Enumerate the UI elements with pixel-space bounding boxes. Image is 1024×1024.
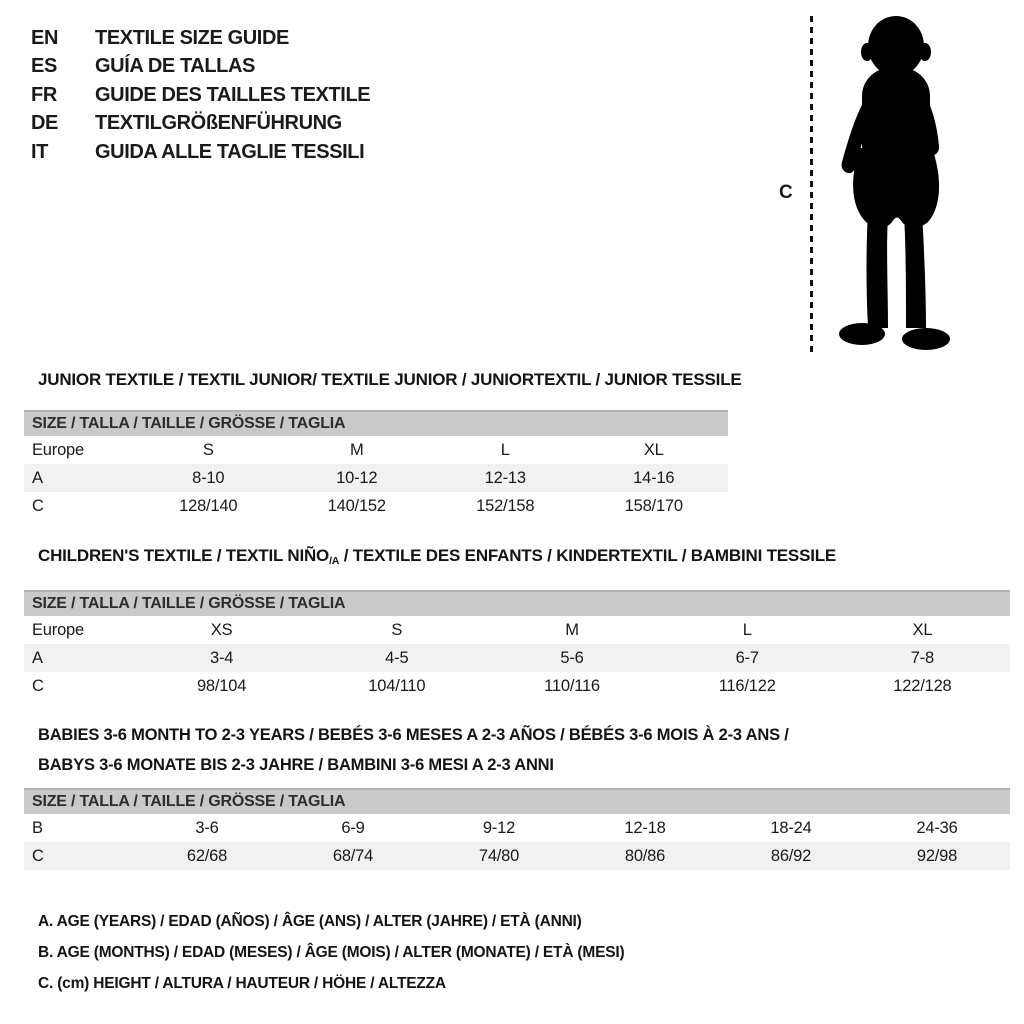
size-cell: 140/152	[327, 496, 386, 515]
size-cell: 128/140	[179, 496, 238, 515]
children-title-text-after: / TEXTILE DES ENFANTS / KINDERTEXTIL / BAMBINI TESSILE	[339, 546, 837, 565]
size-cell: 68/74	[332, 846, 374, 865]
size-cell: 92/98	[916, 846, 958, 865]
language-title: GUÍA DE TALLAS	[95, 55, 255, 78]
section-title-children	[38, 546, 836, 567]
row-label: C	[32, 676, 44, 695]
row-label: A	[32, 648, 43, 667]
size-cell: 6-9	[341, 818, 365, 837]
size-cell: 74/80	[478, 846, 520, 865]
language-code: DE	[31, 112, 58, 135]
toddler-silhouette-icon	[822, 10, 968, 358]
language-title: GUIDA ALLE TAGLIE TESSILI	[95, 140, 365, 163]
language-title-block	[31, 24, 370, 167]
size-cell: S	[391, 620, 403, 639]
size-cell: XL	[912, 620, 933, 639]
row-label: A	[32, 468, 43, 487]
language-code: FR	[31, 83, 57, 106]
legend-line-c: C. (cm) HEIGHT / ALTURA / HAUTEUR / HÖHE / ALTEZZA	[38, 975, 446, 992]
table-row	[24, 814, 1010, 842]
table-header: SIZE / TALLA / TAILLE / GRÖSSE / TAGLIA	[24, 788, 1010, 814]
table-row	[24, 436, 728, 464]
section-title-junior: JUNIOR TEXTILE / TEXTIL JUNIOR/ TEXTILE JUNIOR / JUNIORTEXTIL / JUNIOR TESSILE	[38, 370, 742, 389]
children-title-subscript: /A	[329, 554, 340, 567]
size-cell: 98/104	[196, 676, 247, 695]
size-cell: 9-12	[482, 818, 516, 837]
section-title-babies	[38, 720, 789, 780]
row-label: B	[32, 818, 43, 837]
language-code: EN	[31, 26, 58, 49]
language-code: IT	[31, 140, 48, 163]
size-cell: 7-8	[910, 648, 935, 667]
table-header: SIZE / TALLA / TAILLE / GRÖSSE / TAGLIA	[24, 410, 728, 436]
size-cell: 86/92	[770, 846, 812, 865]
table-row	[24, 464, 728, 492]
size-cell: 12-13	[484, 468, 526, 487]
size-cell: 14-16	[633, 468, 675, 487]
size-cell: L	[742, 620, 752, 639]
language-row	[31, 24, 370, 53]
size-table-junior	[24, 410, 728, 520]
size-cell: 3-4	[209, 648, 234, 667]
language-code: ES	[31, 55, 57, 78]
size-cell: M	[565, 620, 579, 639]
size-cell: 80/86	[624, 846, 666, 865]
size-cell: 5-6	[560, 648, 584, 667]
height-measure-dotted-line	[810, 16, 813, 356]
legend-line-a: A. AGE (YEARS) / EDAD (AÑOS) / ÂGE (ANS) / ALTER (JAHRE) / ETÀ (ANNI)	[38, 913, 582, 930]
size-cell: 110/116	[544, 676, 600, 695]
language-row	[31, 110, 370, 139]
size-cell: 62/68	[186, 846, 228, 865]
measure-label-c: C	[779, 182, 793, 203]
size-cell: 116/122	[718, 676, 776, 695]
size-cell: 12-18	[624, 818, 666, 837]
legend-line-b: B. AGE (MONTHS) / EDAD (MESES) / ÂGE (MOIS) / ALTER (MONATE) / ETÀ (MESI)	[38, 944, 625, 961]
language-row	[31, 53, 370, 82]
row-label: C	[32, 496, 44, 515]
size-table-babies	[24, 788, 1010, 870]
row-label: Europe	[32, 440, 85, 459]
size-cell: 104/110	[368, 676, 426, 695]
size-cell: 122/128	[893, 676, 952, 695]
size-cell: 8-10	[192, 468, 225, 487]
size-cell: 18-24	[770, 818, 812, 837]
language-row	[31, 138, 370, 167]
babies-title-line1: BABIES 3-6 MONTH TO 2-3 YEARS / BEBÉS 3-6 MESES A 2-3 AÑOS / BÉBÉS 3-6 MOIS À 2-3 ANS /	[38, 726, 789, 744]
size-table-children	[24, 590, 1010, 700]
size-cell: XS	[210, 620, 233, 639]
size-cell: 6-7	[735, 648, 759, 667]
size-cell: 158/170	[624, 496, 683, 515]
table-row	[24, 616, 1010, 644]
size-cell: 4-5	[385, 648, 409, 667]
language-row	[31, 81, 370, 110]
size-cell: M	[349, 440, 364, 459]
language-title: TEXTILGRÖßENFÜHRUNG	[95, 112, 342, 135]
size-cell: 24-36	[916, 818, 958, 837]
size-cell: 3-6	[195, 818, 219, 837]
size-cell: XL	[643, 440, 664, 459]
row-label: C	[32, 846, 44, 865]
size-cell: S	[202, 440, 214, 459]
size-cell: 10-12	[336, 468, 378, 487]
row-label: Europe	[32, 620, 85, 639]
table-header: SIZE / TALLA / TAILLE / GRÖSSE / TAGLIA	[24, 590, 1010, 616]
table-row	[24, 492, 728, 520]
table-row	[24, 672, 1010, 700]
legend	[38, 906, 624, 999]
size-cell: L	[500, 440, 510, 459]
children-title-text: CHILDREN'S TEXTILE / TEXTIL NIÑO	[38, 546, 330, 565]
table-row	[24, 644, 1010, 672]
language-title: TEXTILE SIZE GUIDE	[95, 26, 289, 49]
size-cell: 152/158	[476, 496, 535, 515]
table-row	[24, 842, 1010, 870]
babies-title-line2: BABYS 3-6 MONATE BIS 2-3 JAHRE / BAMBINI 3-6 MESI A 2-3 ANNI	[38, 756, 554, 774]
language-title: GUIDE DES TAILLES TEXTILE	[95, 83, 371, 106]
